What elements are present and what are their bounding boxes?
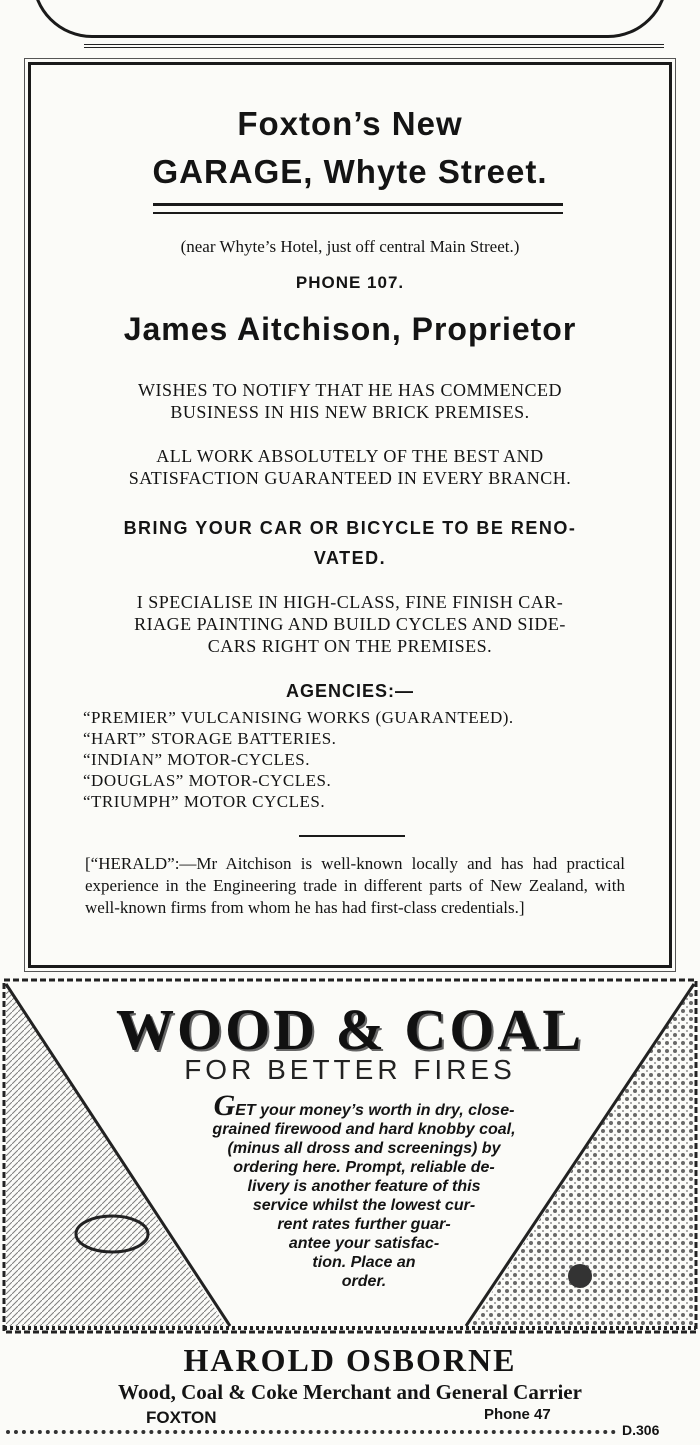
headline-garage-street: GARAGE, Whyte Street. [152,153,548,190]
pitch-line: livery is another feature of this [247,1178,481,1195]
location-note: (near Whyte’s Hotel, just off central Main Street.) [180,237,520,256]
agencies-list [83,707,514,812]
pitch-line: grained firewood and hard knobby coal, [212,1121,516,1138]
coal-lump-icon [568,1264,592,1288]
phone-number: PHONE 107. [295,273,405,292]
ad-reference-code: D.306 [622,1422,660,1438]
notify-line: WISHES TO NOTIFY THAT HE HAS COMMENCED [137,380,563,400]
notify-paragraph [71,379,629,423]
pitch-line: service whilst the lowest cur- [252,1197,476,1214]
proprietor-name: James Aitchison, Proprietor [123,311,577,347]
notify-line: BUSINESS IN HIS NEW BRICK PREMISES. [170,402,530,422]
agency-item: “INDIAN” MOTOR-CYCLES. [83,750,310,769]
better-fires-subtitle: FOR BETTER FIRES [184,1054,516,1085]
agency-item: “DOUGLAS” MOTOR-CYCLES. [83,771,332,790]
work-line: ALL WORK ABSOLUTELY OF THE BEST AND [156,446,544,466]
merchant-phone: Phone 47 [484,1406,551,1423]
specialise-line: CARS RIGHT ON THE PREMISES. [207,636,493,656]
bottom-border [6,1430,616,1434]
headline-rule [153,203,563,214]
pitch-line: (minus all dross and screenings) by [227,1140,501,1157]
agencies-heading: AGENCIES:— [285,681,414,701]
agency-item: “TRIUMPH” MOTOR CYCLES. [83,792,326,811]
agency-item: “PREMIER” VULCANISING WORKS (GUARANTEED). [83,708,514,727]
bring-line: VATED. [313,548,387,568]
wood-coal-title: WOOD & COAL [116,997,584,1062]
wood-coal-advertisement [0,976,700,1336]
top-border-arc [32,0,668,38]
pitch-line: tion. Place an [312,1254,416,1271]
bring-car-paragraph [61,513,639,573]
pitch-line: rent rates further guar- [277,1216,451,1233]
work-paragraph [71,445,629,489]
specialise-line: I SPECIALISE IN HIGH-CLASS, FINE FINISH CAR- [136,592,564,612]
garage-advertisement [28,62,672,968]
herald-note: [“HERALD”:—Mr Aitchison is well-known locally and has had practical experience in the Engineering trade in different parts of New Zealand, with well-known firms from whom he has had first-class credentials.] [85,854,625,917]
bring-line: BRING YOUR CAR OR BICYCLE TO BE RENO- [123,518,577,538]
merchant-name: HAROLD OSBORNE [183,1342,517,1378]
headline-foxtons-new: Foxton’s New [237,105,463,142]
pitch-line: antee your satisfac- [288,1235,440,1252]
specialise-paragraph [71,591,629,657]
pitch-line-text: ET your money’s worth in dry, close- [235,1102,515,1119]
wood-coal-pitch [158,1089,570,1291]
agency-item: “HART” STORAGE BATTERIES. [83,729,337,748]
pitch-line: order. [341,1273,387,1290]
section-divider [299,835,405,837]
top-divider [84,44,664,48]
specialise-line: RIAGE PAINTING AND BUILD CYCLES AND SIDE- [134,614,566,634]
merchant-town: FOXTON [146,1408,217,1427]
merchant-trade: Wood, Coal & Coke Merchant and General Carrier [118,1380,582,1404]
pitch-line [158,1089,570,1122]
pitch-line: ordering here. Prompt, reliable de- [233,1159,495,1176]
pitch-initial: G [213,1089,236,1122]
work-line: SATISFACTION GUARANTEED IN EVERY BRANCH. [128,468,572,488]
